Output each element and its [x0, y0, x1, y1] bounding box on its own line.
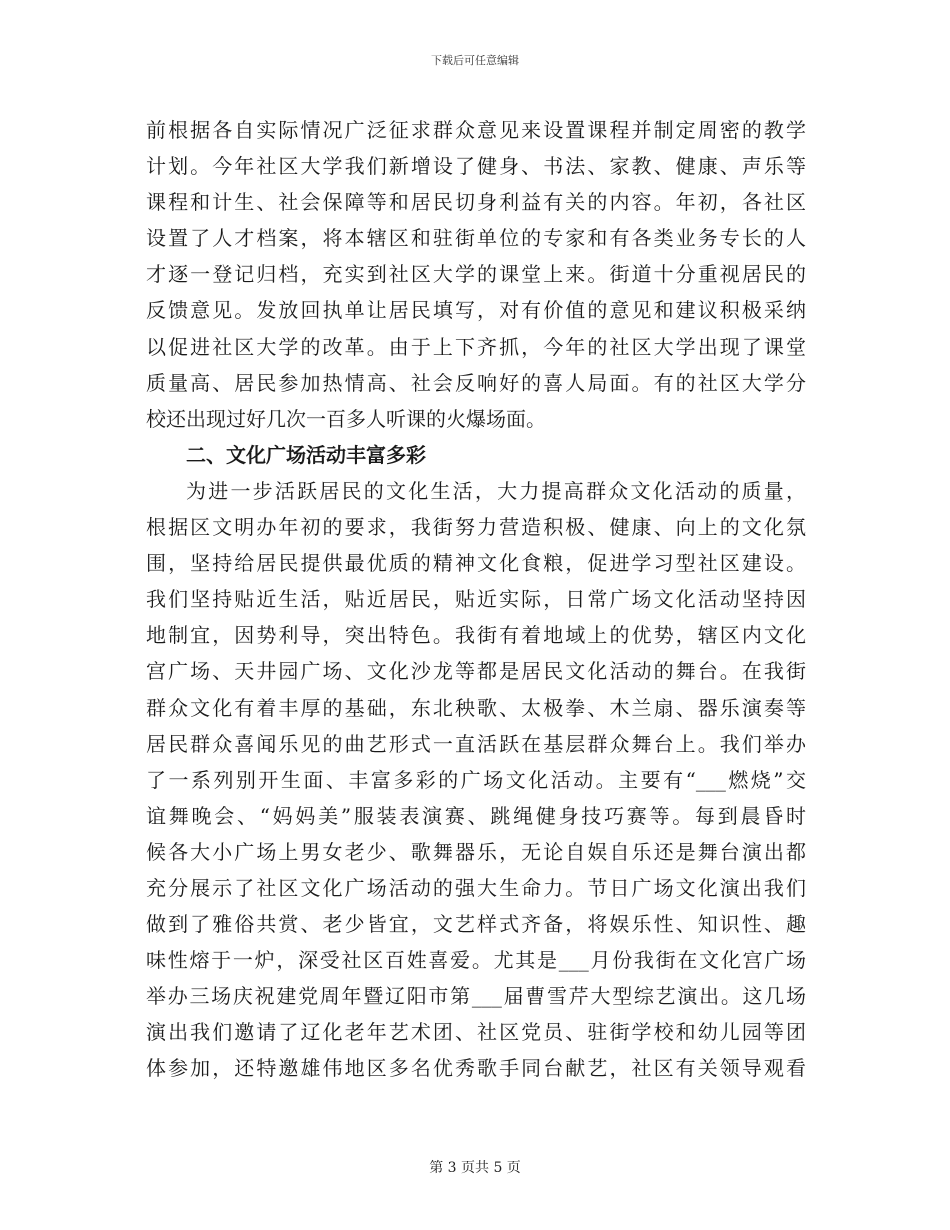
text-line: 根据区文明办年初的要求，我街努力营造积极、健康、向上的文化氛 [146, 515, 806, 540]
text-line: 反馈意见。发放回执单让居民填写，对有价值的意见和建议积极采纳 [146, 298, 806, 323]
text-line: 地制宜，因势利导，突出特色。我街有着地域上的优势，辖区内文化 [146, 623, 806, 648]
text-line: 以促进社区大学的改革。由于上下齐抓，今年的社区大学出现了课堂 [146, 334, 806, 359]
text-line: 我们坚持贴近生活，贴近居民，贴近实际，日常广场文化活动坚持因 [146, 587, 806, 612]
text-line: 质量高、居民参加热情高、社会反响好的喜人局面。有的社区大学分 [146, 370, 806, 395]
text-line: 设置了人才档案，将本辖区和驻街单位的专家和有各类业务专长的人 [146, 226, 806, 251]
section-heading: 二、文化广场活动丰富多彩 [186, 442, 426, 467]
text-line: 居民群众喜闻乐见的曲艺形式一直活跃在基层群众舞台上。我们举办 [146, 731, 806, 756]
text-line: 校还出现过好几次一百多人听课的火爆场面。 [146, 406, 546, 431]
text-line: 为进一步活跃居民的文化生活，大力提高群众文化活动的质量， [186, 478, 806, 503]
text-line: 计划。今年社区大学我们新增设了健身、书法、家教、健康、声乐等 [146, 154, 806, 179]
text-line: 围，坚持给居民提供最优质的精神文化食粮，促进学习型社区建设。 [146, 551, 806, 576]
document-body [146, 112, 806, 1087]
text-line: 举办三场庆祝建党周年暨辽阳市第___届曹雪芹大型综艺演出。这几场 [146, 984, 806, 1009]
text-line: 才逐一登记归档，充实到社区大学的课堂上来。街道十分重视居民的 [146, 262, 806, 287]
text-line: 宫广场、天井园广场、文化沙龙等都是居民文化活动的舞台。在我街 [146, 659, 806, 684]
text-line: 体参加，还特邀雄伟地区多名优秀歌手同台献艺，社区有关领导观看 [146, 1056, 806, 1081]
text-line: 做到了雅俗共赏、老少皆宜，文艺样式齐备，将娱乐性、知识性、趣 [146, 912, 806, 937]
text-line: 演出我们邀请了辽化老年艺术团、社区党员、驻街学校和幼儿园等团 [146, 1020, 806, 1045]
page-header: 下载后可任意编辑 [431, 54, 519, 67]
text-line: 候各大小广场上男女老少、歌舞器乐，无论自娱自乐还是舞台演出都 [146, 839, 806, 864]
text-line: 谊舞晚会、“妈妈美”服装表演赛、跳绳健身技巧赛等。每到晨昏时 [146, 803, 806, 828]
text-line: 味性熔于一炉，深受社区百姓喜爱。尤其是___月份我街在文化宫广场 [146, 948, 806, 973]
paragraph-1 [146, 112, 806, 437]
text-line: 充分展示了社区文化广场活动的强大生命力。节日广场文化演出我们 [146, 875, 806, 900]
text-line: 了一系列别开生面、丰富多彩的广场文化活动。主要有“___燃烧”交 [146, 767, 806, 792]
paragraph-2 [146, 473, 806, 1087]
text-line: 前根据各自实际情况广泛征求群众意见来设置课程并制定周密的教学 [146, 118, 806, 142]
page-footer: 第 3 页共 5 页 [429, 1160, 521, 1176]
text-line: 群众文化有着丰厚的基础，东北秧歌、太极拳、木兰扇、器乐演奏等 [146, 695, 806, 720]
text-line: 课程和计生、社会保障等和居民切身利益有关的内容。年初，各社区 [146, 190, 806, 215]
